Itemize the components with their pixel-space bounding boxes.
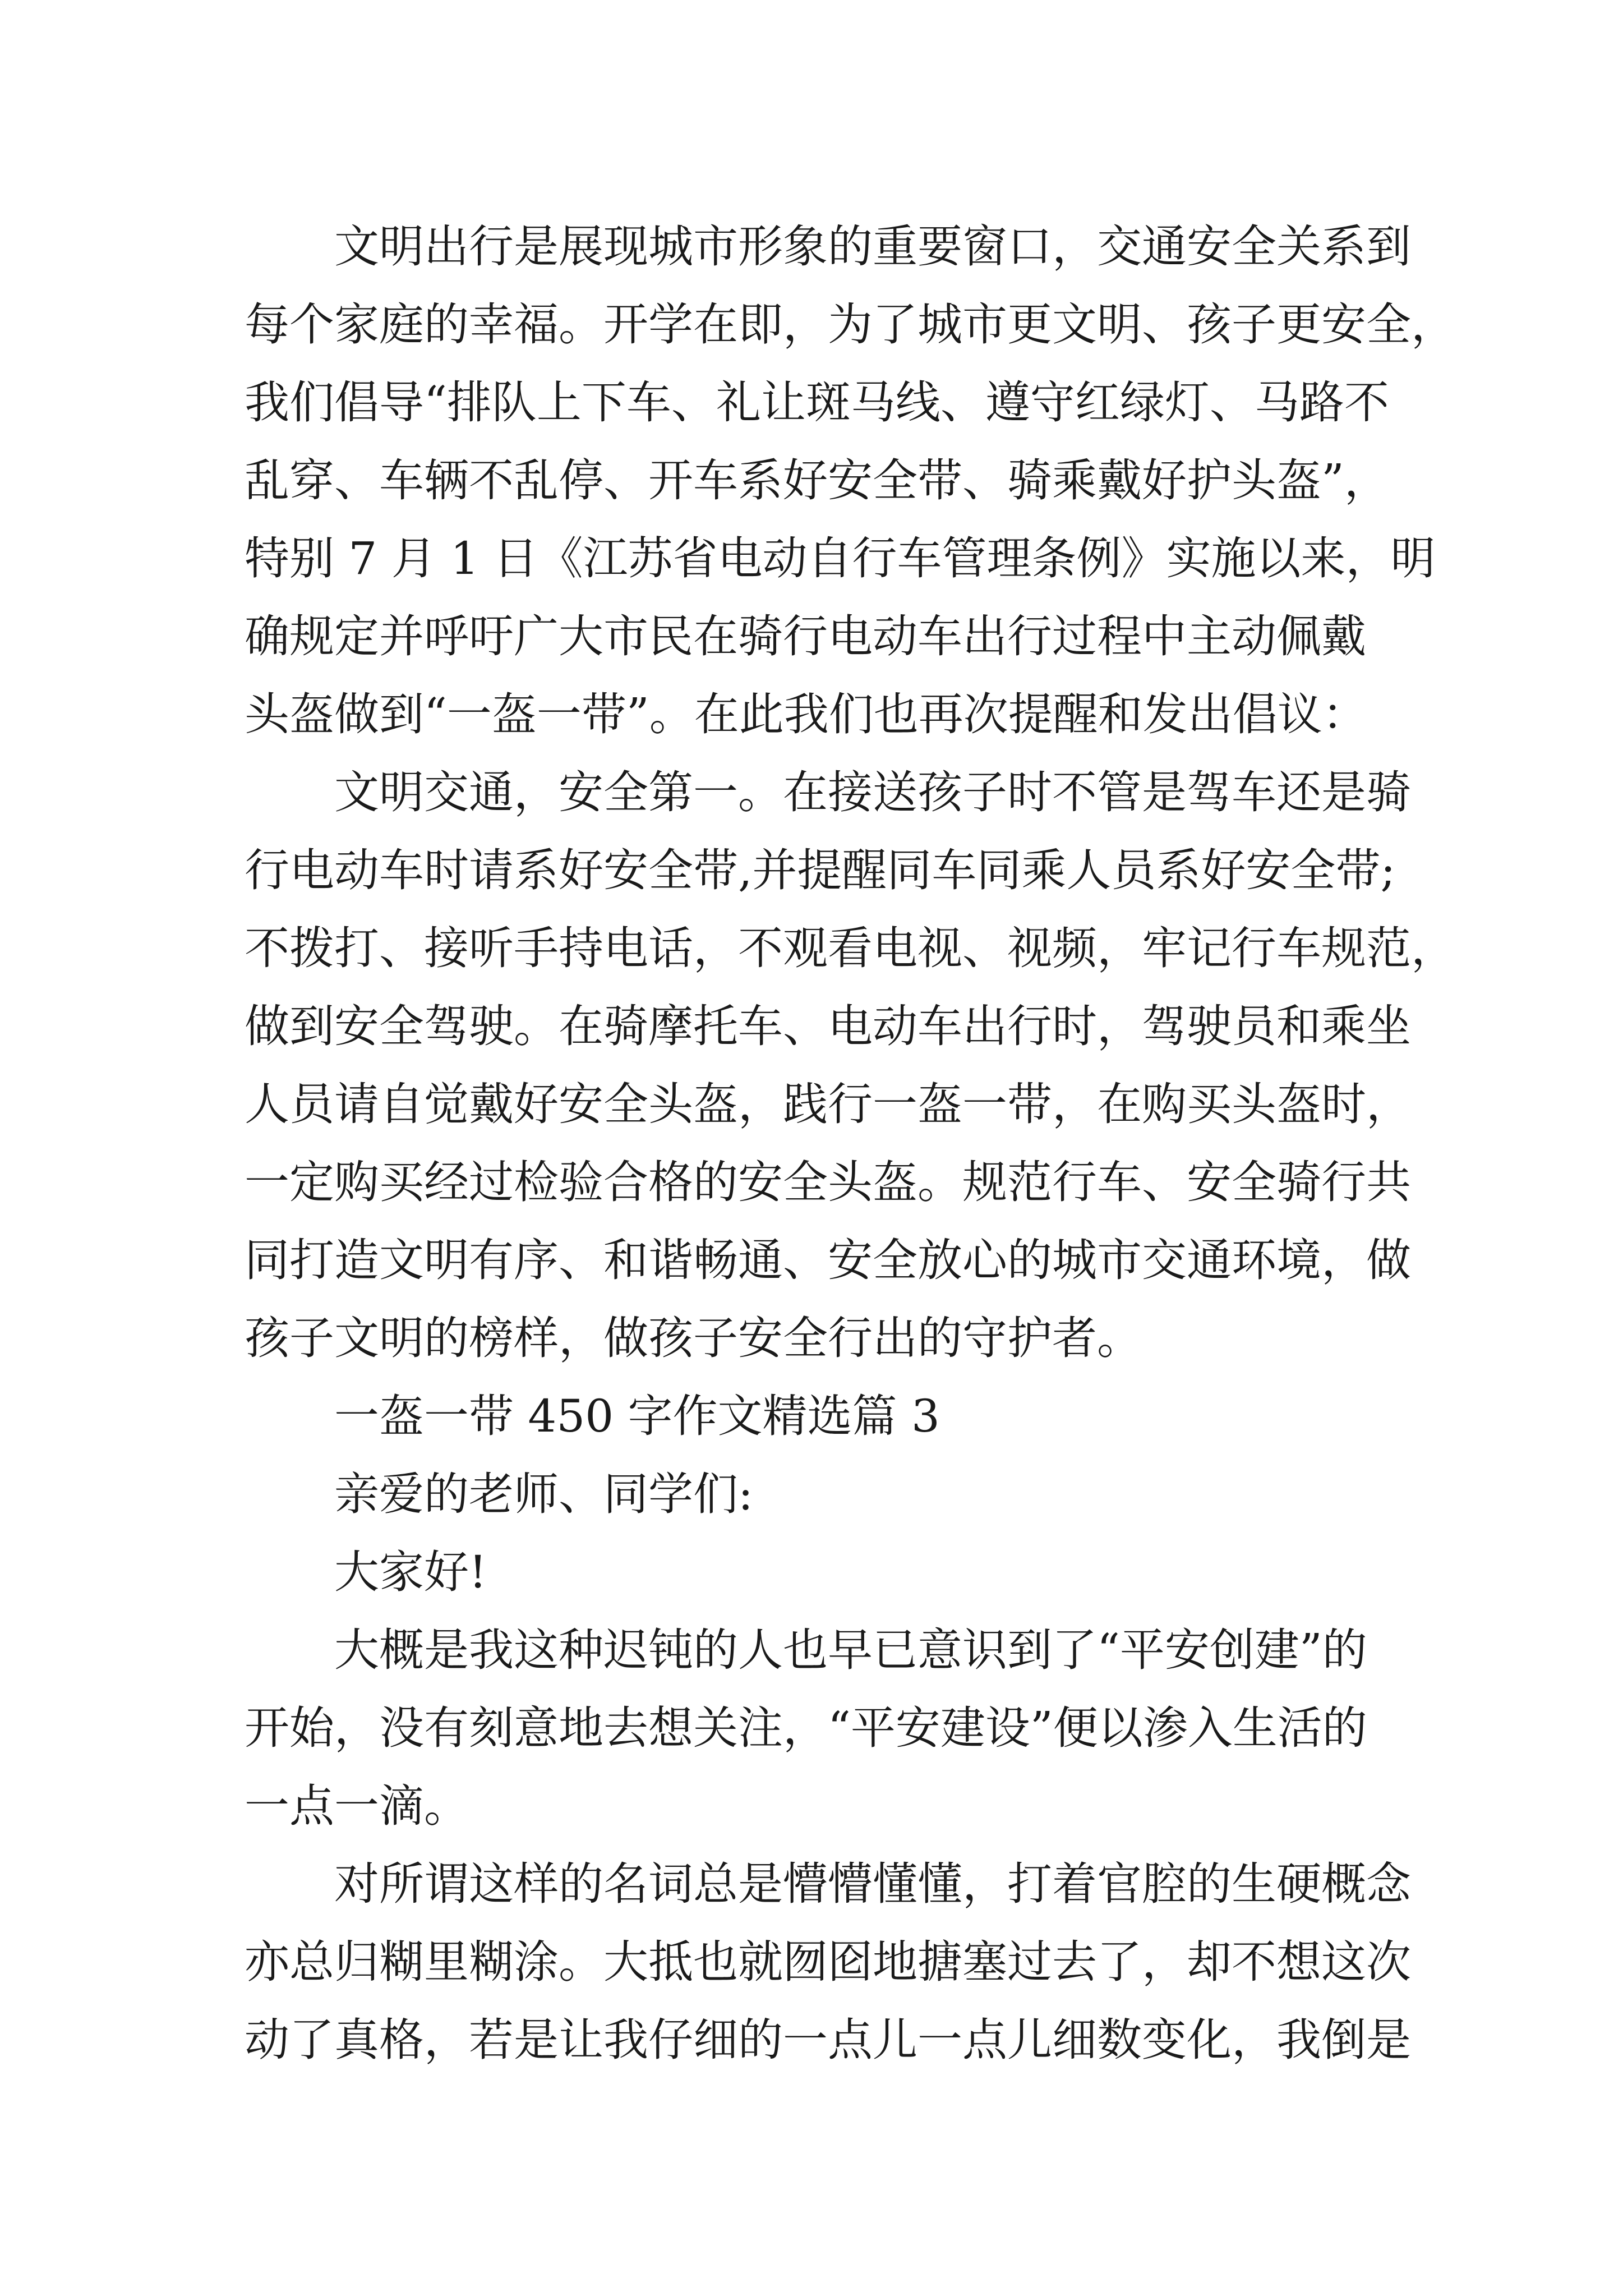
- section-title: 一盔一带 450 字作文精选篇 3: [334, 1390, 940, 1442]
- text-line: 确规定并呼吁广大市民在骑行电动车出行过程中主动佩戴: [245, 610, 1366, 662]
- paragraph-safety-first: [245, 753, 1456, 1377]
- text-line: 动了真格，若是让我仔细的一点儿一点儿细数变化，我倒是: [245, 2014, 1411, 2066]
- text-line: 同打造文明有序、和谐畅通、安全放心的城市交通环境，做: [245, 1234, 1411, 1286]
- paragraph-civilized-travel: [245, 208, 1456, 753]
- text-line: 一点一滴。: [245, 1780, 469, 1832]
- text-line: 头盔做到“一盔一带”。在此我们也再次提醒和发出倡议：: [245, 688, 1367, 740]
- text-line: 不拨打、接听手持电话，不观看电视、视频，牢记行车规范，: [245, 922, 1456, 974]
- greeting-block: [245, 1533, 1389, 1611]
- text-line: 孩子文明的榜样，做孩子安全行出的守护者。: [245, 1312, 1142, 1364]
- text-line: 对所谓这样的名词总是懵懵懂懂，打着官腔的生硬概念: [334, 1858, 1411, 1910]
- text-line: 大概是我这种迟钝的人也早已意识到了“平安创建”的: [334, 1624, 1367, 1676]
- salutation-block: [245, 1455, 1389, 1533]
- text-line: 人员请自觉戴好安全头盔，践行一盔一带，在购买头盔时，: [245, 1078, 1411, 1130]
- text-line: 亦总归糊里糊涂。大抵也就囫囵地搪塞过去了，却不想这次: [245, 1936, 1411, 1988]
- text-line: 做到安全驾驶。在骑摩托车、电动车出行时，驾驶员和乘坐: [245, 1000, 1411, 1052]
- text-line: 一定购买经过检验合格的安全头盔。规范行车、安全骑行共: [245, 1156, 1411, 1208]
- text-line: 文明交通，安全第一。在接送孩子时不管是驾车还是骑: [334, 766, 1411, 818]
- text-line: 特别 7 月 1 日《江苏省电动自行车管理条例》实施以来，明: [245, 532, 1436, 585]
- text-line: 乱穿、车辆不乱停、开车系好安全带、骑乘戴好护头盔”，: [245, 454, 1389, 507]
- section-heading: [245, 1377, 1389, 1455]
- text-line: 每个家庭的幸福。开学在即，为了城市更文明、孩子更安全，: [245, 298, 1456, 351]
- text-line: 文明出行是展现城市形象的重要窗口，交通安全关系到: [334, 220, 1411, 273]
- text-line: 我们倡导“排队上下车、礼让斑马线、遵守红绿灯、马路不: [245, 376, 1389, 429]
- paragraph-vague-concepts: [245, 1845, 1411, 2079]
- document-body: [245, 208, 1456, 2079]
- paragraph-safe-construction: [245, 1611, 1389, 1845]
- text-line: 行电动车时请系好安全带,并提醒同车同乘人员系好安全带;: [245, 844, 1396, 896]
- greeting: 大家好!: [334, 1546, 487, 1598]
- salutation: 亲爱的老师、同学们:: [334, 1468, 753, 1520]
- text-line: 开始，没有刻意地去想关注，“平安建设”便以渗入生活的: [245, 1702, 1367, 1754]
